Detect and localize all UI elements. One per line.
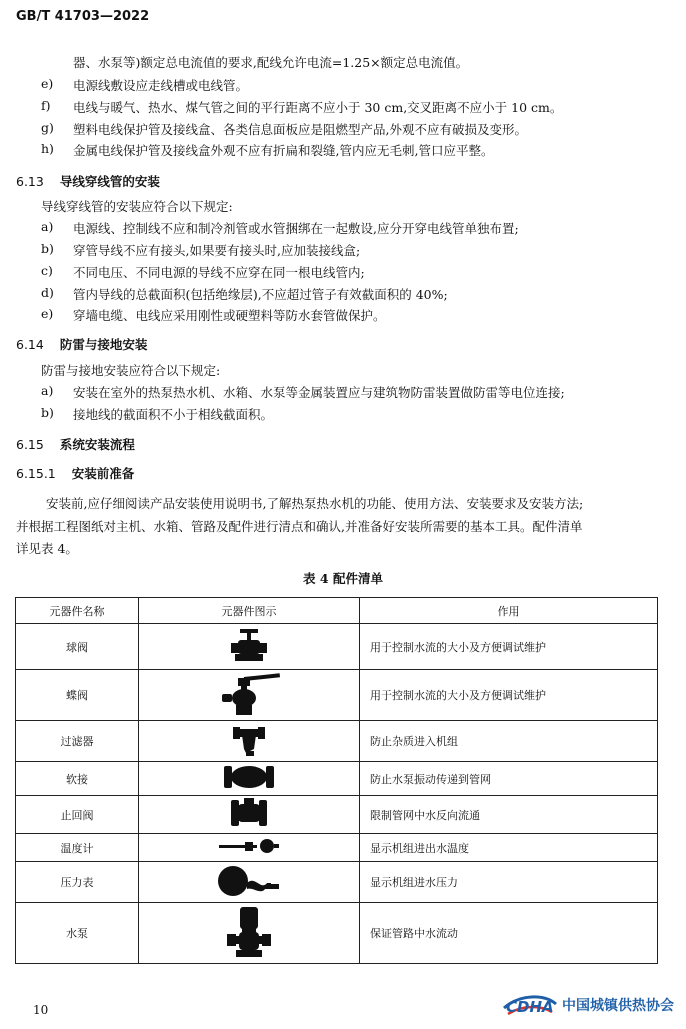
list-text: 管内导线的总截面积(包括绝缘层),不应超过管子有效截面积的 40%; bbox=[73, 287, 448, 302]
component-name: 蝶阀 bbox=[16, 670, 139, 721]
ball-valve-icon bbox=[229, 627, 269, 663]
list-text: 电源线、控制线不应和制冷剂管或水管捆绑在一起敷设,应分开穿电线管单独布置; bbox=[73, 221, 519, 236]
component-image-cell bbox=[139, 762, 360, 796]
paragraph-line: 并根据工程图纸对主机、水箱、管路及配件进行清点和确认,并准备好安装所需要的基本工具。配件清单 bbox=[16, 519, 583, 534]
component-name: 水泵 bbox=[16, 903, 139, 964]
list-marker: b) bbox=[41, 241, 54, 256]
component-name: 压力表 bbox=[16, 862, 139, 903]
component-function: 用于控制水流的大小及方便调试维护 bbox=[360, 624, 658, 670]
list-text: 穿墙电缆、电线应采用刚性或硬塑料等防水套管做保护。 bbox=[73, 308, 386, 323]
column-header-name: 元器件名称 bbox=[16, 598, 139, 624]
section-intro: 防雷与接地安装应符合以下规定: bbox=[41, 363, 221, 378]
list-text: 接地线的截面积不小于相线截面积。 bbox=[73, 407, 274, 422]
table-row bbox=[16, 796, 658, 834]
section-number: 6.15.1 bbox=[16, 466, 56, 481]
list-text: 穿管导线不应有接头,如果要有接头时,应加装接线盒; bbox=[73, 243, 361, 258]
component-image-cell bbox=[139, 903, 360, 964]
section-title: 导线穿线管的安装 bbox=[59, 174, 160, 189]
water-pump-icon bbox=[226, 906, 272, 958]
component-name: 止回阀 bbox=[16, 796, 139, 834]
table-row bbox=[16, 721, 658, 762]
component-name: 过滤器 bbox=[16, 721, 139, 762]
component-function: 防止水泵振动传递到管网 bbox=[360, 762, 658, 796]
list-marker: h) bbox=[41, 141, 54, 156]
section-title: 安装前准备 bbox=[71, 466, 135, 481]
list-marker: b) bbox=[41, 405, 54, 420]
component-image-cell bbox=[139, 624, 360, 670]
component-image-cell bbox=[139, 796, 360, 834]
page-number: 10 bbox=[33, 1003, 49, 1017]
component-function: 防止杂质进入机组 bbox=[360, 721, 658, 762]
paragraph-line: 详见表 4。 bbox=[16, 541, 78, 556]
list-marker: g) bbox=[41, 120, 54, 135]
section-heading-6-14 bbox=[16, 335, 147, 353]
component-image-cell bbox=[139, 670, 360, 721]
list-text: 塑料电线保护管及接线盒、各类信息面板应是阻燃型产品,外观不应有破损及变形。 bbox=[73, 122, 527, 137]
intro-continuation: 器、水泵等)额定总电流值的要求,配线允许电流=1.25×额定总电流值。 bbox=[73, 55, 469, 70]
section-heading-6-15-1 bbox=[16, 464, 134, 482]
component-function: 显示机组进出水温度 bbox=[360, 834, 658, 862]
table-row bbox=[16, 862, 658, 903]
list-marker: d) bbox=[41, 285, 54, 300]
section-number: 6.15 bbox=[16, 437, 44, 452]
list-text: 电源线敷设应走线槽或电线管。 bbox=[73, 78, 249, 93]
list-text: 不同电压、不同电源的导线不应穿在同一根电线管内; bbox=[73, 265, 365, 280]
section-heading-6-15 bbox=[16, 435, 135, 453]
cdha-logo-icon bbox=[500, 988, 680, 1022]
section-title: 系统安装流程 bbox=[59, 437, 135, 452]
component-function: 限制管网中水反向流通 bbox=[360, 796, 658, 834]
list-text: 金属电线保护管及接线盒外观不应有折扁和裂缝,管内应无毛刺,管口应平整。 bbox=[73, 143, 494, 158]
component-image-cell bbox=[139, 721, 360, 762]
column-header-image: 元器件图示 bbox=[139, 598, 360, 624]
section-number: 6.14 bbox=[16, 337, 44, 352]
list-marker: e) bbox=[41, 306, 54, 321]
check-valve-icon bbox=[230, 797, 268, 829]
component-name: 球阀 bbox=[16, 624, 139, 670]
watermark-logo bbox=[500, 988, 680, 1022]
table-row bbox=[16, 670, 658, 721]
pressure-gauge-icon bbox=[217, 863, 281, 899]
section-title: 防雷与接地安装 bbox=[59, 337, 148, 352]
filter-icon bbox=[232, 723, 266, 757]
paragraph-line: 安装前,应仔细阅读产品安装使用说明书,了解热泵热水机的功能、使用方法、安装要求及安装方法; bbox=[46, 496, 584, 511]
list-marker: f) bbox=[41, 98, 51, 113]
component-function: 用于控制水流的大小及方便调试维护 bbox=[360, 670, 658, 721]
list-text: 安装在室外的热泵热水机、水箱、水泵等金属装置应与建筑物防雷装置做防雷等电位连接; bbox=[73, 385, 565, 400]
component-name: 温度计 bbox=[16, 834, 139, 862]
list-marker: a) bbox=[41, 383, 54, 398]
table-row bbox=[16, 903, 658, 964]
parts-table bbox=[15, 597, 658, 964]
component-function: 保证管路中水流动 bbox=[360, 903, 658, 964]
butterfly-valve-icon bbox=[216, 672, 282, 716]
column-header-function: 作用 bbox=[360, 598, 658, 624]
list-marker: a) bbox=[41, 219, 54, 234]
svg-text:中国城镇供热协会: 中国城镇供热协会 bbox=[562, 998, 674, 1014]
section-intro: 导线穿线管的安装应符合以下规定: bbox=[41, 199, 233, 214]
svg-text:CDHA: CDHA bbox=[506, 998, 554, 1016]
document-id: GB/T 41703—2022 bbox=[16, 9, 150, 24]
component-function: 显示机组进水压力 bbox=[360, 862, 658, 903]
list-text: 电线与暖气、热水、煤气管之间的平行距离不应小于 30 cm,交叉距离不应小于 10 cm。 bbox=[73, 100, 563, 115]
flexible-joint-icon bbox=[223, 765, 275, 789]
section-number: 6.13 bbox=[16, 174, 44, 189]
table-row bbox=[16, 624, 658, 670]
table-row bbox=[16, 762, 658, 796]
table-caption: 表 4 配件清单 bbox=[303, 571, 383, 586]
component-image-cell bbox=[139, 862, 360, 903]
table-row bbox=[16, 834, 658, 862]
table-header-row bbox=[16, 598, 658, 624]
component-image-cell bbox=[139, 834, 360, 862]
list-marker: c) bbox=[41, 263, 53, 278]
thermometer-icon bbox=[217, 837, 281, 855]
list-marker: e) bbox=[41, 76, 54, 91]
section-heading-6-13 bbox=[16, 172, 160, 190]
component-name: 软接 bbox=[16, 762, 139, 796]
